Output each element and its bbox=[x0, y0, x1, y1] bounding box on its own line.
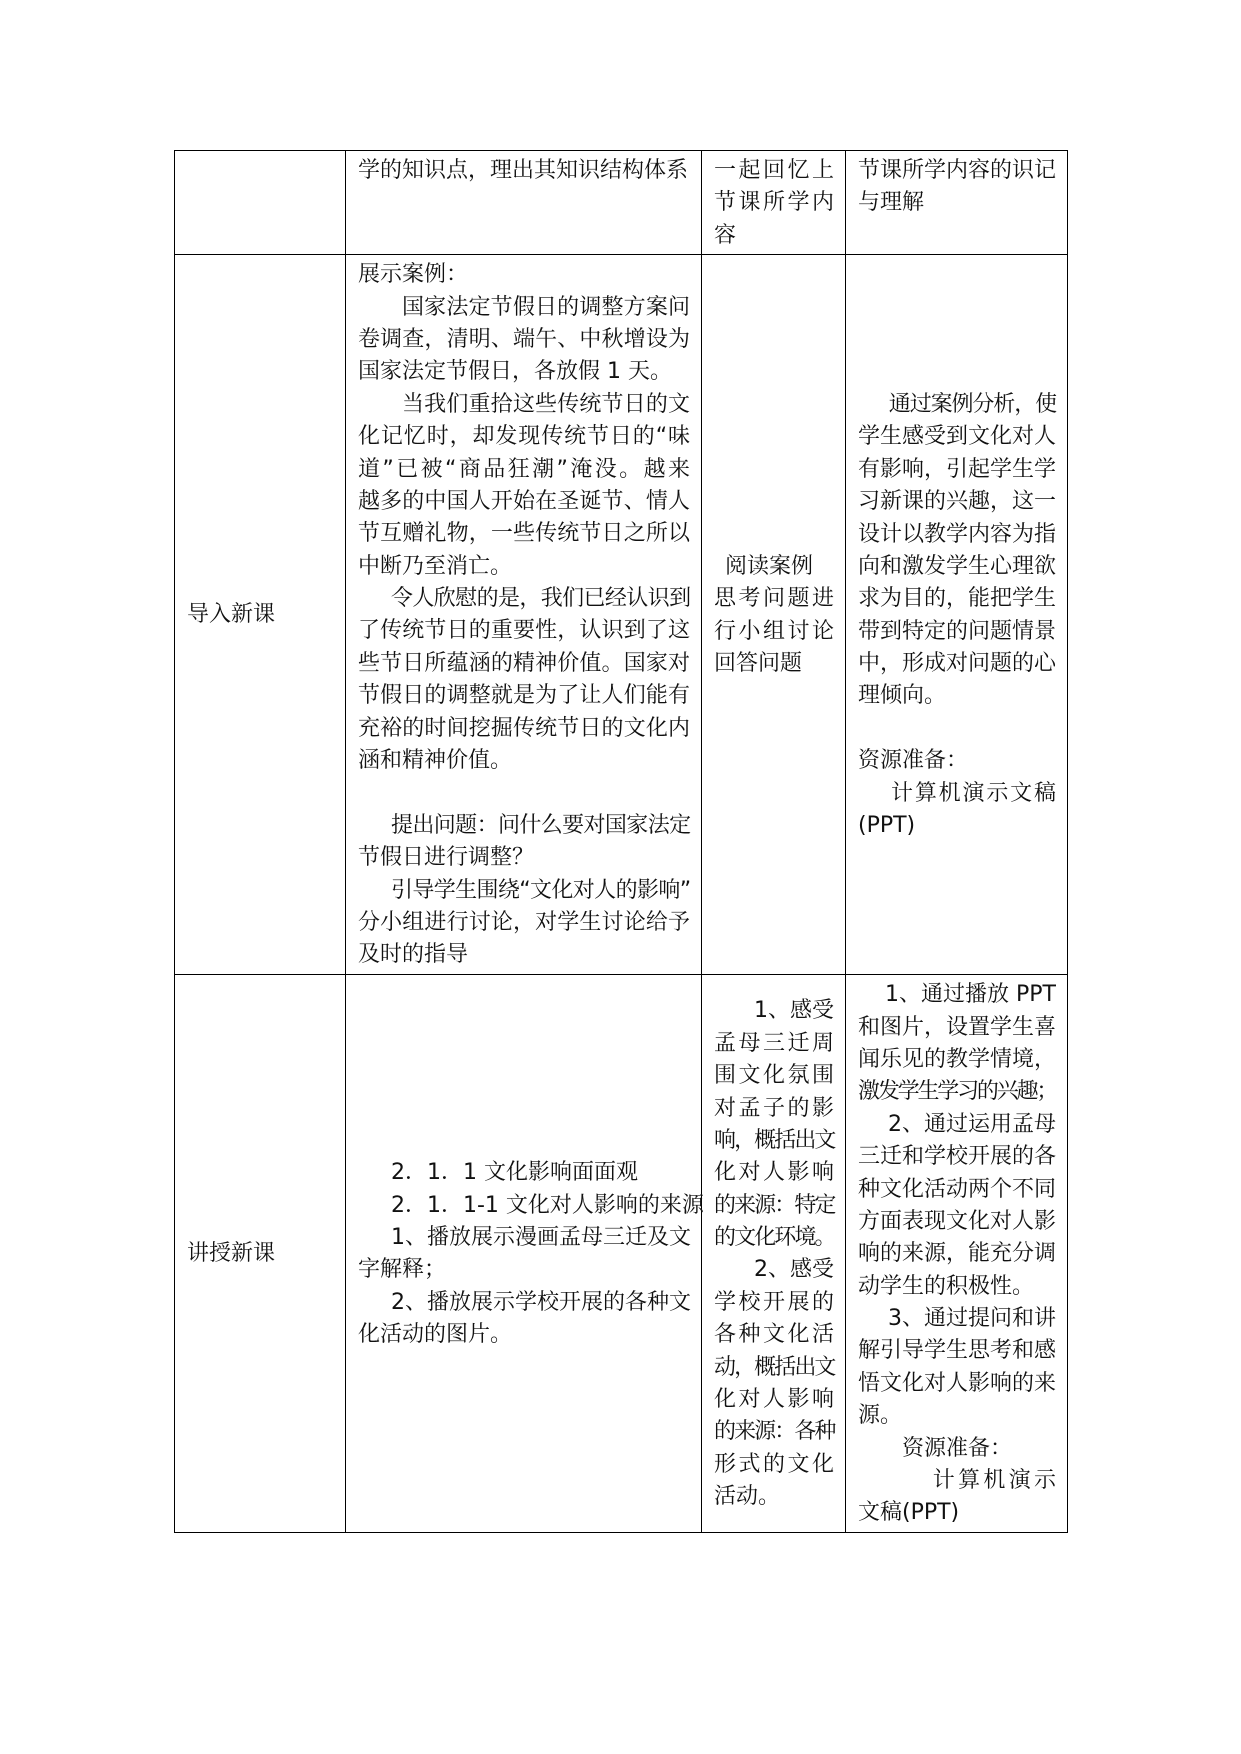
text-line: 理倾向。 bbox=[858, 683, 947, 709]
text-line: 化对人影响 bbox=[714, 1160, 834, 1186]
table-row bbox=[175, 975, 1068, 1533]
text-line: 通过案例分析，使 bbox=[888, 391, 1056, 417]
text-line: 计算机演示文稿 bbox=[891, 780, 1056, 806]
text-line: 2、感受 bbox=[754, 1257, 834, 1283]
stage-cell bbox=[175, 255, 346, 975]
text-line: 源。 bbox=[858, 1403, 903, 1429]
text-line: 解引导学生思考和感 bbox=[858, 1338, 1057, 1364]
teaching-content-cell bbox=[346, 151, 702, 255]
text-line: 分小组进行讨论，对学生讨论给予 bbox=[358, 909, 690, 935]
stage-label: 导入新课 bbox=[187, 602, 276, 628]
text-line: 卷调查，清明、端午、中秋增设为 bbox=[358, 326, 690, 352]
text-line: 有影响，引起学生学 bbox=[858, 456, 1057, 482]
text-line: 字解释； bbox=[358, 1257, 447, 1283]
text-line: 习新课的兴趣，这一 bbox=[858, 489, 1057, 515]
student-activity-cell bbox=[702, 975, 846, 1533]
text-line: 动学生的积极性。 bbox=[858, 1273, 1035, 1299]
text-line: 形式的文化 bbox=[714, 1451, 834, 1477]
text-line: 节互赠礼物，一些传统节日之所以 bbox=[358, 521, 690, 547]
text-line: 一起回忆上 bbox=[714, 158, 834, 183]
text-line: 阅读案例 bbox=[725, 553, 814, 579]
text-line: 道”已被“商品狂潮”淹没。越来 bbox=[358, 456, 690, 482]
text-line: 节假日的调整就是为了让人们能有 bbox=[358, 683, 690, 709]
text-line: 涵和精神价值。 bbox=[358, 748, 513, 774]
text-line: 带到特定的问题情景 bbox=[858, 618, 1057, 644]
text-line: 思考问题进 bbox=[714, 586, 834, 612]
design-intent-cell bbox=[846, 255, 1068, 975]
text-line: 对孟子的影 bbox=[714, 1095, 834, 1121]
text-line: 设计以教学内容为指 bbox=[858, 521, 1057, 547]
stage-label: 讲授新课 bbox=[187, 1241, 276, 1267]
text-line: 节课所学内 bbox=[714, 190, 834, 216]
text-line: 计算机演示 bbox=[932, 1468, 1056, 1494]
text-line: 资源准备： bbox=[902, 1435, 1013, 1461]
table-row bbox=[175, 255, 1068, 975]
text-line: 种文化活动两个不同 bbox=[858, 1176, 1057, 1202]
text-line: 向和激发学生心理欲 bbox=[858, 553, 1057, 579]
text-line: 1、通过播放 PPT bbox=[885, 982, 1056, 1008]
text-line: 1、感受 bbox=[754, 998, 834, 1024]
text-line: 孟母三迁周 bbox=[714, 1030, 834, 1056]
student-activity-cell bbox=[702, 255, 846, 975]
text-line: 了传统节日的重要性，认识到了这 bbox=[358, 618, 690, 644]
text-line: 动，概括出文 bbox=[714, 1354, 834, 1380]
text-line: 引导学生围绕“文化对人的影响” bbox=[391, 877, 690, 903]
text-line: 闻乐见的教学情境， bbox=[858, 1046, 1057, 1072]
text-line: 的来源：各种 bbox=[714, 1419, 834, 1445]
text-line: 些节日所蕴涵的精神价值。国家对 bbox=[358, 650, 690, 676]
text-line: 节课所学内容的识记 bbox=[858, 158, 1057, 183]
text-line: 中，形成对问题的心 bbox=[858, 651, 1057, 677]
text-line: 三迁和学校开展的各 bbox=[858, 1144, 1057, 1170]
text-line: 越多的中国人开始在圣诞节、情人 bbox=[358, 488, 690, 514]
text-line: 中断乃至消亡。 bbox=[358, 553, 513, 579]
text-line: 国家法定节假日的调整方案问 bbox=[402, 294, 690, 320]
text-line: 活动。 bbox=[714, 1484, 781, 1510]
text-line: 学的知识点，理出其知识结构体系 bbox=[358, 158, 689, 183]
text-line: 及时的指导 bbox=[358, 942, 469, 968]
text-line: 围文化氛围 bbox=[714, 1063, 834, 1089]
stage-cell bbox=[175, 151, 346, 255]
text-line: 令人欣慰的是，我们已经认识到 bbox=[391, 586, 690, 612]
text-line: 回答问题 bbox=[714, 651, 803, 677]
text-line: 容 bbox=[714, 222, 737, 248]
text-line: 化活动的图片。 bbox=[358, 1322, 513, 1348]
text-line: 2．1．1-1 文化对人影响的来源 bbox=[391, 1192, 704, 1218]
text-line: (PPT) bbox=[858, 813, 916, 839]
text-line: 2、通过运用孟母 bbox=[888, 1111, 1056, 1137]
text-line: 悟文化对人影响的来 bbox=[858, 1370, 1057, 1396]
stage-cell bbox=[175, 975, 346, 1533]
text-line: 化对人影响 bbox=[714, 1387, 834, 1413]
text-line: 激发学生学习的兴趣； bbox=[858, 1079, 1056, 1105]
text-line: 3、通过提问和讲 bbox=[888, 1306, 1056, 1332]
design-intent-cell bbox=[846, 151, 1068, 255]
text-line: 2、播放展示学校开展的各种文 bbox=[391, 1289, 691, 1315]
design-intent-cell bbox=[846, 975, 1068, 1533]
text-line: 资源准备： bbox=[858, 748, 969, 774]
text-line: 国家法定节假日，各放假 1 天。 bbox=[358, 359, 672, 385]
text-line: 的来源：特定 bbox=[714, 1192, 834, 1218]
text-line: 响的来源，能充分调 bbox=[858, 1241, 1057, 1267]
table-row bbox=[175, 151, 1068, 255]
text-line: 2．1．1 文化影响面面观 bbox=[391, 1160, 638, 1186]
lesson-plan-table bbox=[174, 150, 1068, 1533]
text-line: 展示案例： bbox=[358, 262, 469, 288]
text-line: 与理解 bbox=[858, 190, 925, 216]
text-line: 化记忆时，却发现传统节日的“味 bbox=[358, 424, 690, 450]
text-line: 1、播放展示漫画孟母三迁及文 bbox=[391, 1225, 691, 1251]
text-line: 方面表现文化对人影 bbox=[858, 1208, 1057, 1234]
text-line: 充裕的时间挖掘传统节日的文化内 bbox=[358, 715, 690, 741]
text-line: 提出问题：问什么要对国家法定 bbox=[391, 812, 690, 838]
teaching-content-cell bbox=[346, 255, 702, 975]
text-line: 学生感受到文化对人 bbox=[858, 424, 1057, 450]
text-line: 响，概括出文 bbox=[714, 1127, 834, 1153]
teaching-content-cell bbox=[346, 975, 702, 1533]
text-line: 当我们重拾这些传统节日的文 bbox=[402, 391, 690, 417]
blank-line bbox=[358, 777, 690, 809]
text-line: 学校开展的 bbox=[714, 1289, 834, 1315]
text-line: 求为目的，能把学生 bbox=[858, 586, 1057, 612]
text-line: 和图片，设置学生喜 bbox=[858, 1014, 1057, 1040]
student-activity-cell bbox=[702, 151, 846, 255]
text-line: 各种文化活 bbox=[714, 1322, 834, 1348]
text-line: 节假日进行调整？ bbox=[358, 845, 535, 871]
blank-line bbox=[858, 713, 1056, 745]
text-line: 的文化环境。 bbox=[714, 1225, 834, 1251]
text-line: 行小组讨论 bbox=[714, 618, 834, 644]
text-line: 文稿(PPT) bbox=[858, 1500, 960, 1526]
